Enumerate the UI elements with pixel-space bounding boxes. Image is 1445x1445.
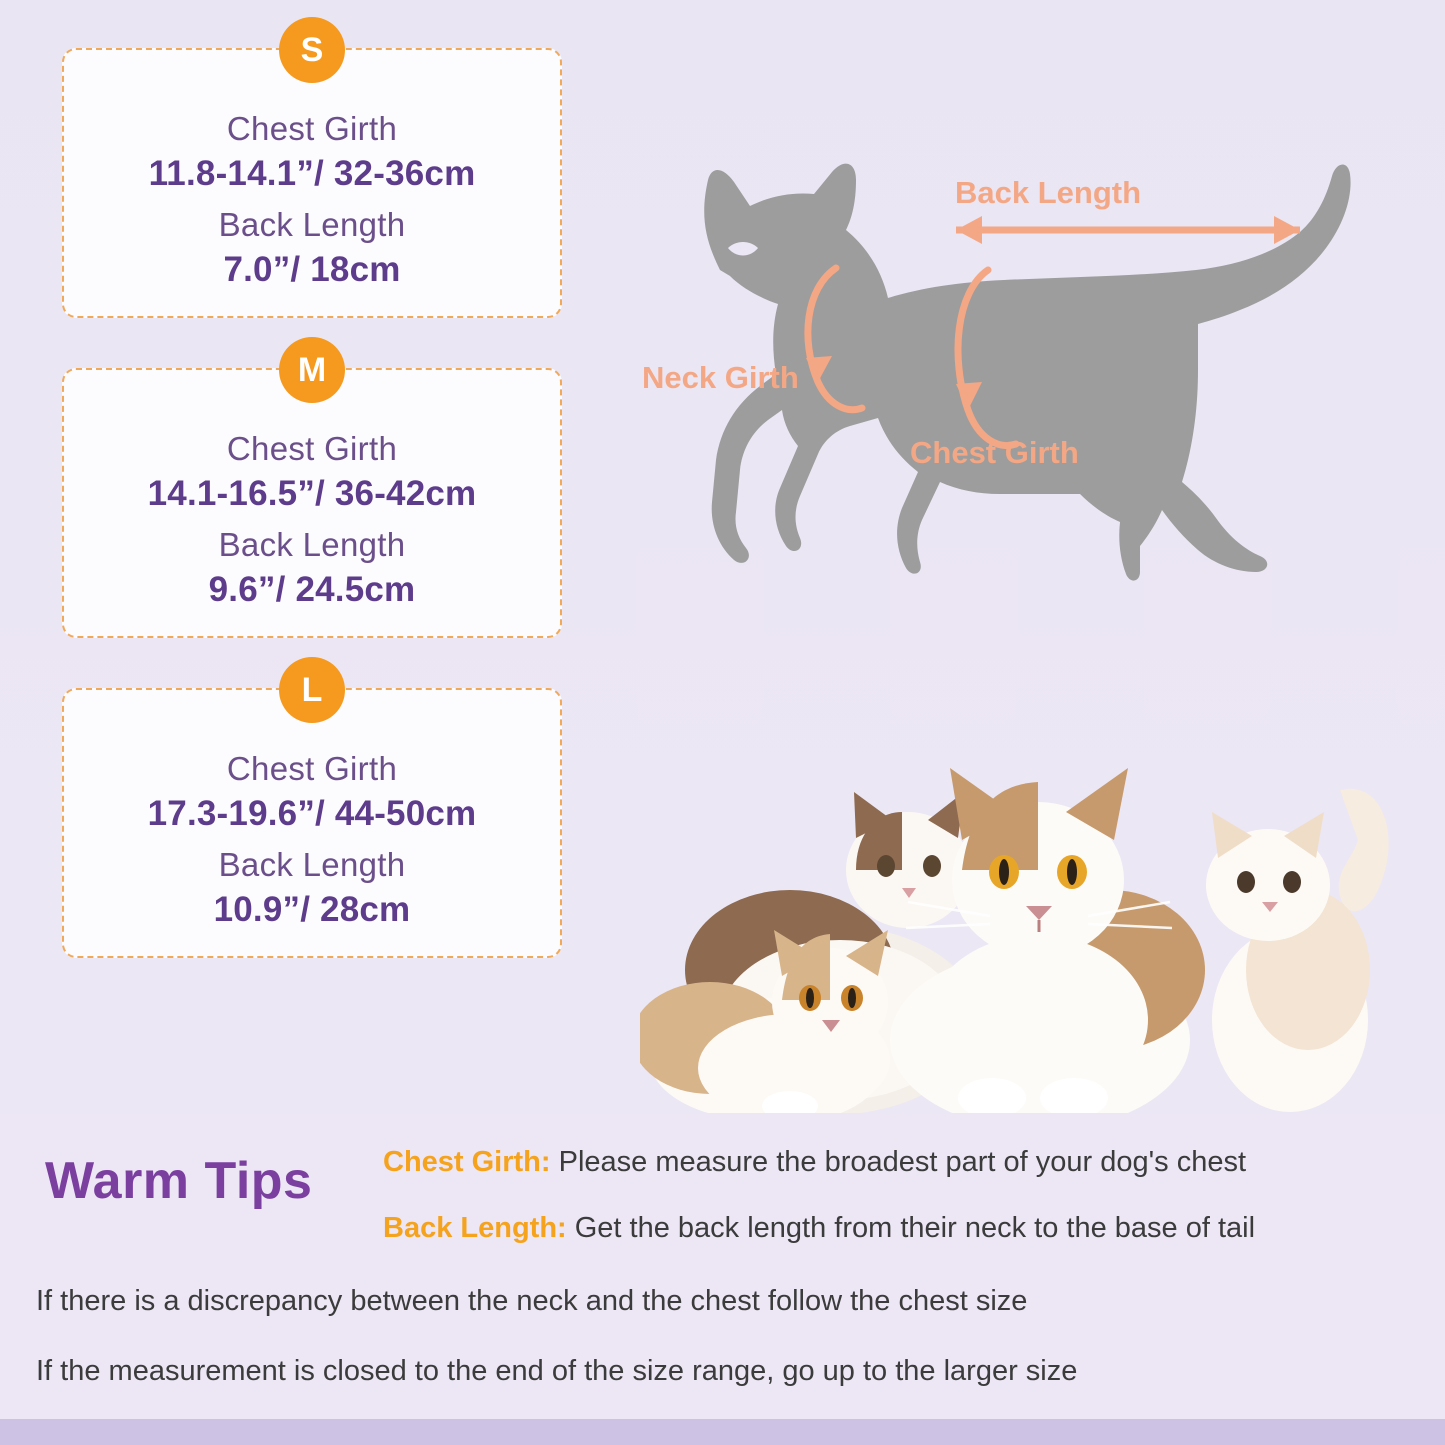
back-length-diagram-label: Back Length bbox=[955, 175, 1142, 210]
chest-girth-value: 17.3-19.6”/ 44-50cm bbox=[147, 794, 477, 833]
size-badge-m: M bbox=[279, 337, 345, 403]
size-card-l bbox=[62, 671, 562, 958]
chest-girth-label: Chest Girth bbox=[226, 110, 398, 147]
chest-girth-label: Chest Girth bbox=[226, 750, 398, 787]
measurement-diagram bbox=[600, 120, 1420, 640]
size-card-s bbox=[62, 31, 562, 318]
tip-range-rounding: If the measurement is closed to the end of the size range, go up to the larger size bbox=[36, 1355, 1078, 1387]
chest-girth-value: 14.1-16.5”/ 36-42cm bbox=[147, 474, 477, 513]
warm-tips-section bbox=[0, 1113, 1445, 1445]
back-length-label: Back Length bbox=[218, 206, 406, 243]
size-badge-s: S bbox=[279, 17, 345, 83]
tip-discrepancy: If there is a discrepancy between the neck and the chest follow the chest size bbox=[36, 1285, 1028, 1317]
tip-back-length bbox=[383, 1212, 1255, 1245]
chest-girth-label: Chest Girth bbox=[226, 430, 398, 467]
tip-chest-girth-text: Please measure the broadest part of your dog's chest bbox=[550, 1146, 1247, 1178]
back-length-value: 10.9”/ 28cm bbox=[213, 890, 411, 929]
back-length-label: Back Length bbox=[218, 846, 406, 883]
warm-tips-title: Warm Tips bbox=[45, 1152, 313, 1210]
bottom-strip bbox=[0, 1419, 1445, 1445]
back-length-label: Back Length bbox=[218, 526, 406, 563]
tip-chest-girth-key: Chest Girth: bbox=[383, 1146, 551, 1178]
tip-back-length-key: Back Length: bbox=[383, 1212, 567, 1244]
size-card-m bbox=[62, 351, 562, 638]
tip-back-length-text: Get the back length from their neck to the base of tail bbox=[566, 1212, 1256, 1244]
back-length-value: 9.6”/ 24.5cm bbox=[208, 570, 416, 609]
cats-photo bbox=[640, 720, 1430, 1120]
kitten-right bbox=[1206, 789, 1389, 1112]
size-cards bbox=[62, 31, 562, 1008]
size-badge-l: L bbox=[279, 657, 345, 723]
chest-girth-value: 11.8-14.1”/ 32-36cm bbox=[148, 154, 476, 193]
kittens-group-image bbox=[640, 720, 1430, 1120]
back-length-value: 7.0”/ 18cm bbox=[223, 250, 401, 289]
neck-girth-diagram-label: Neck Girth bbox=[642, 360, 799, 395]
chest-girth-diagram-label: Chest Girth bbox=[910, 435, 1079, 470]
tip-chest-girth bbox=[383, 1146, 1246, 1179]
